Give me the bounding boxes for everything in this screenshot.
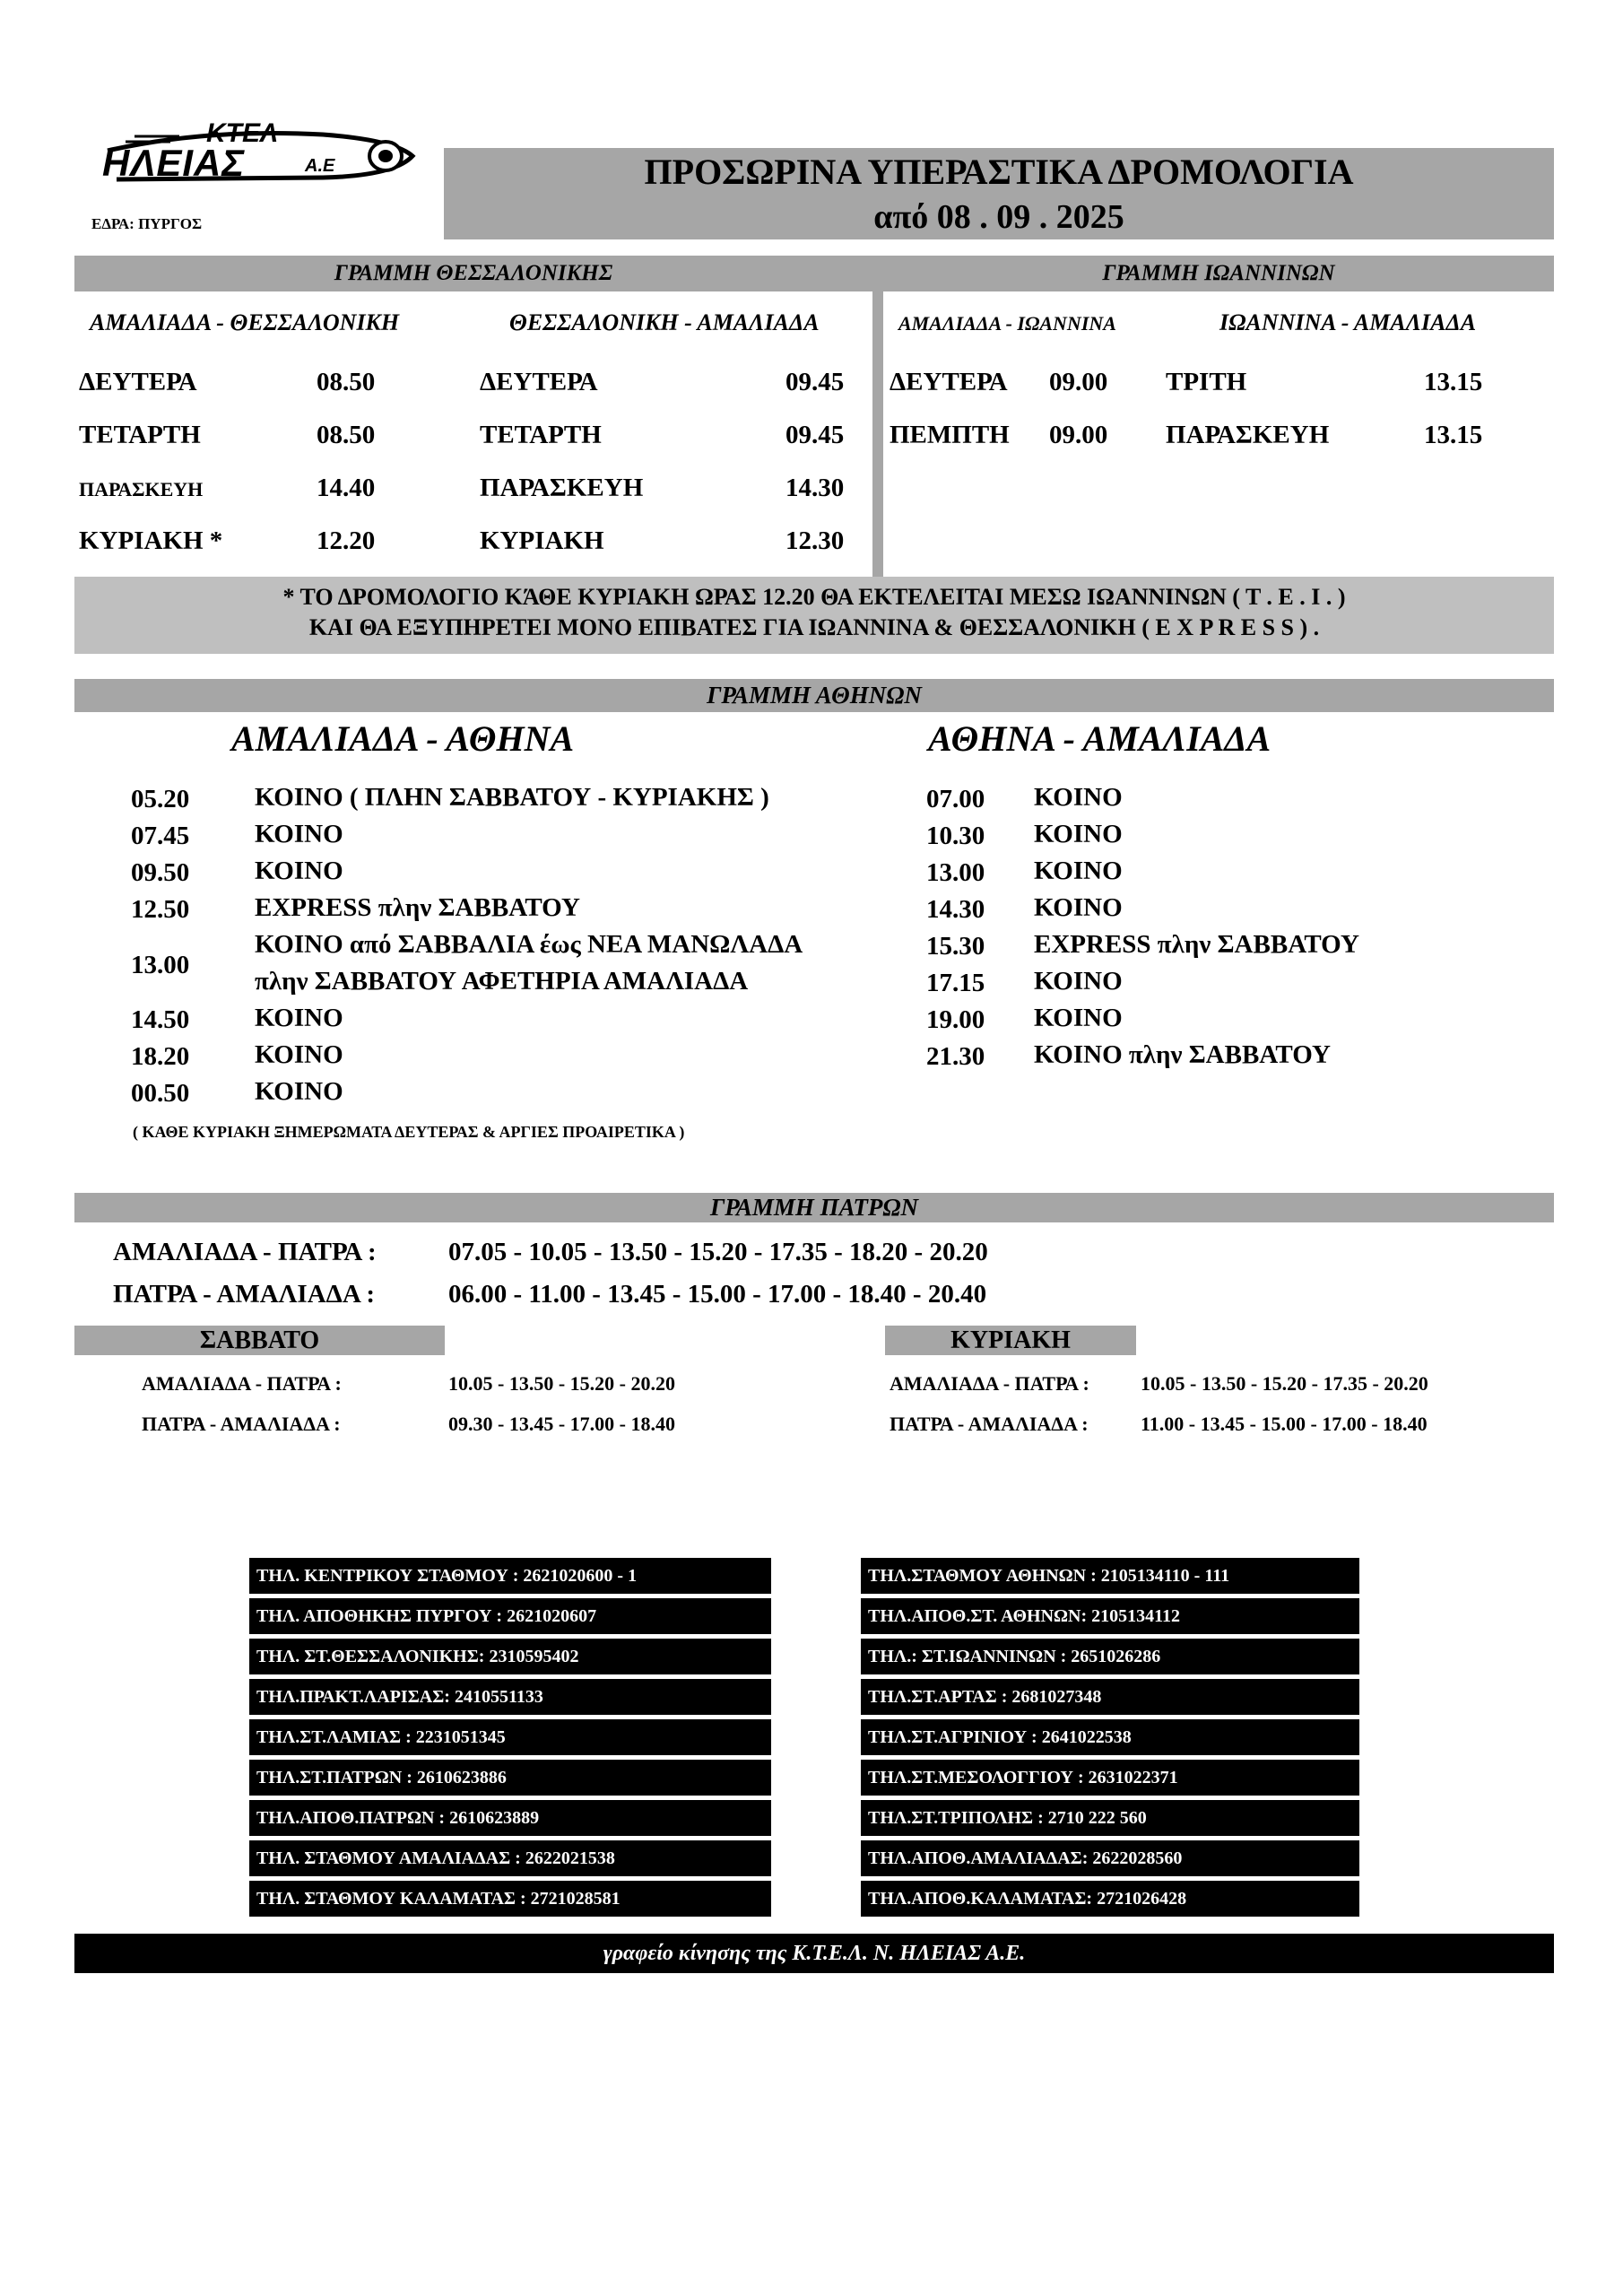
athens-ret-4-time: 14.30 bbox=[926, 895, 985, 924]
thes-row-2-time-return: 09.45 bbox=[785, 421, 845, 449]
saturday-label: ΣΑΒΒΑΤΟ bbox=[74, 1326, 445, 1355]
athens-ret-4-desc: ΚΟΙΝΟ bbox=[1034, 893, 1123, 922]
ioannina-direction-out: ΑΜΑΛΙΑΔΑ - ΙΩΑΝΝΙΝΑ bbox=[898, 312, 1116, 335]
thessaloniki-direction-return: ΘΕΣΣΑΛΟΝΙΚΗ - ΑΜΑΛΙΑΔΑ bbox=[509, 309, 820, 335]
athens-out-8-time: 00.50 bbox=[131, 1079, 190, 1108]
phone-patras-depot: ΤΗΛ.ΑΠΟΘ.ΠΑΤΡΩΝ : 2610623889 bbox=[249, 1800, 771, 1836]
athens-out-7-desc: ΚΟΙΝΟ bbox=[255, 1040, 343, 1069]
phone-athens-depot: ΤΗΛ.ΑΠΟΘ.ΣΤ. ΑΘΗΝΩΝ: 2105134112 bbox=[861, 1598, 1359, 1634]
athens-header: ΓΡΑΜΜΗ ΑΘΗΝΩΝ bbox=[74, 679, 1554, 712]
column-divider bbox=[872, 256, 883, 577]
athens-out-5-desc-2: πλην ΣΑΒΒΑΤΟΥ ΑΦΕΤΗΡΙΑ ΑΜΑΛΙΑΔΑ bbox=[255, 967, 749, 996]
thessaloniki-header: ΓΡΑΜΜΗ ΘΕΣΣΑΛΟΝΙΚΗΣ bbox=[74, 256, 872, 291]
athens-ret-7-desc: ΚΟΙΝΟ bbox=[1034, 1004, 1123, 1032]
logo-text-main: ΗΛΕΙΑΣ bbox=[102, 142, 246, 184]
phone-arta-station: ΤΗΛ.ΣΤ.ΑΡΤΑΣ : 2681027348 bbox=[861, 1679, 1359, 1715]
sunday-row-1-label: ΑΜΑΛΙΑΔΑ - ΠΑΤΡΑ : bbox=[890, 1372, 1089, 1395]
thes-row-2-time-out: 08.50 bbox=[317, 421, 376, 449]
ioan-row-1-time-return: 13.15 bbox=[1424, 368, 1483, 396]
page-subtitle-date: από 08 . 09 . 2025 bbox=[873, 198, 1124, 236]
ioannina-header: ΓΡΑΜΜΗ ΙΩΑΝΝΙΝΩΝ bbox=[883, 256, 1554, 291]
phone-central-station: ΤΗΛ. ΚΕΝΤΡΙΚΟΥ ΣΤΑΘΜΟΥ : 2621020600 - 1 bbox=[249, 1558, 771, 1594]
athens-ret-5-time: 15.30 bbox=[926, 932, 985, 961]
athens-out-5-time: 13.00 bbox=[131, 951, 190, 979]
phone-tripoli-station: ΤΗΛ.ΣΤ.ΤΡΙΠΟΛΗΣ : 2710 222 560 bbox=[861, 1800, 1359, 1836]
athens-ret-3-desc: ΚΟΙΝΟ bbox=[1034, 857, 1123, 885]
athens-ret-5-desc: EXPRESS πλην ΣΑΒΒΑΤΟΥ bbox=[1034, 930, 1359, 959]
ioan-row-2-time-out: 09.00 bbox=[1049, 421, 1108, 449]
ioan-row-1-day-return: ΤΡΙΤΗ bbox=[1166, 368, 1247, 396]
thes-row-3-day-return: ΠΑΡΑΣΚΕΥΗ bbox=[480, 474, 644, 502]
phone-patras-station: ΤΗΛ.ΣΤ.ΠΑΤΡΩΝ : 2610623886 bbox=[249, 1760, 771, 1796]
athens-out-note: ( ΚΑΘΕ ΚΥΡΙΑΚΗ ΞΗΜΕΡΩΜΑΤΑ ΔΕΥΤΕΡΑΣ & ΑΡΓΙΕΣ ΠΡΟΑΙΡΕΤΙΚΑ ) bbox=[133, 1123, 685, 1141]
ioan-row-2-time-return: 13.15 bbox=[1424, 421, 1483, 449]
thes-row-1-day-return: ΔΕΥΤΕΡΑ bbox=[480, 368, 598, 396]
phone-larisa-agency: ΤΗΛ.ΠΡΑΚΤ.ΛΑΡΙΣΑΣ: 2410551133 bbox=[249, 1679, 771, 1715]
phone-kalamata-station: ΤΗΛ. ΣΤΑΘΜΟΥ ΚΑΛΑΜΑΤΑΣ : 2721028581 bbox=[249, 1881, 771, 1917]
saturday-row-2-times: 09.30 - 13.45 - 17.00 - 18.40 bbox=[448, 1413, 675, 1435]
athens-ret-3-time: 13.00 bbox=[926, 858, 985, 887]
patras-row-2-label: ΠΑΤΡΑ - ΑΜΑΛΙΑΔΑ : bbox=[113, 1280, 376, 1309]
patras-row-1-label: ΑΜΑΛΙΑΔΑ - ΠΑΤΡΑ : bbox=[113, 1238, 377, 1266]
logo-text-top: ΚΤΕΛ bbox=[206, 118, 279, 148]
phones-right-list bbox=[861, 1558, 1359, 1917]
patras-header: ΓΡΑΜΜΗ ΠΑΤΡΩΝ bbox=[74, 1193, 1554, 1222]
athens-ret-2-time: 10.30 bbox=[926, 822, 985, 850]
page-title: ΠΡΟΣΩΡΙΝΑ ΥΠΕΡΑΣΤΙΚΑ ΔΡΟΜΟΛΟΓΙΑ bbox=[644, 152, 1354, 192]
ioan-row-2-day-out: ΠΕΜΠΤΗ bbox=[890, 421, 1010, 449]
sunday-note-line-1: * ΤΟ ΔΡΟΜΟΛΟΓΙΟ ΚΆΘΕ ΚΥΡΙΑΚΗ ΩΡΑΣ 12.20 ΘΑ ΕΚΤΕΛΕΙΤΑΙ ΜΕΣΩ ΙΩΑΝΝΙΝΩΝ ( Τ . Ε . Ι . ) bbox=[282, 584, 1346, 610]
patras-row-2-times: 06.00 - 11.00 - 13.45 - 15.00 - 17.00 - 18.40 - 20.40 bbox=[448, 1280, 987, 1309]
thes-row-1-time-return: 09.45 bbox=[785, 368, 845, 396]
athens-out-6-desc: ΚΟΙΝΟ bbox=[255, 1004, 343, 1032]
saturday-row-1-times: 10.05 - 13.50 - 15.20 - 20.20 bbox=[448, 1372, 675, 1395]
company-logo bbox=[99, 118, 421, 187]
athens-ret-7-time: 19.00 bbox=[926, 1005, 985, 1034]
athens-out-5-desc: ΚΟΙΝΟ από ΣΑΒΒΑΛΙΑ έως ΝΕΑ ΜΑΝΩΛΑΔΑ bbox=[255, 930, 803, 959]
athens-out-4-desc: EXPRESS πλην ΣΑΒΒΑΤΟΥ bbox=[255, 893, 580, 922]
thes-row-1-day-out: ΔΕΥΤΕΡΑ bbox=[79, 368, 197, 396]
sunday-row-1-times: 10.05 - 13.50 - 15.20 - 17.35 - 20.20 bbox=[1141, 1372, 1428, 1395]
phone-amaliada-station: ΤΗΛ. ΣΤΑΘΜΟΥ ΑΜΑΛΙΑΔΑΣ : 2622021538 bbox=[249, 1840, 771, 1876]
thes-row-2-day-out: ΤΕΤΑΡΤΗ bbox=[79, 421, 201, 449]
phone-lamia-station: ΤΗΛ.ΣΤ.ΛΑΜΙΑΣ : 2231051345 bbox=[249, 1719, 771, 1755]
saturday-row-2-label: ΠΑΤΡΑ - ΑΜΑΛΙΑΔΑ : bbox=[142, 1413, 341, 1435]
thessaloniki-direction-out: ΑΜΑΛΙΑΔΑ - ΘΕΣΣΑΛΟΝΙΚΗ bbox=[90, 309, 400, 335]
athens-out-1-time: 05.20 bbox=[131, 785, 190, 813]
patras-row-1-times: 07.05 - 10.05 - 13.50 - 15.20 - 17.35 - 18.20 - 20.20 bbox=[448, 1238, 988, 1266]
athens-ret-2-desc: ΚΟΙΝΟ bbox=[1034, 820, 1123, 848]
athens-ret-8-time: 21.30 bbox=[926, 1042, 985, 1071]
ioan-row-1-time-out: 09.00 bbox=[1049, 368, 1108, 396]
athens-direction-out: ΑΜΑΛΙΑΔΑ - ΑΘΗΝΑ bbox=[231, 718, 575, 759]
phone-ioannina-station: ΤΗΛ.: ΣΤ.ΙΩΑΝΝΙΝΩΝ : 2651026286 bbox=[861, 1639, 1359, 1674]
athens-ret-8-desc: ΚΟΙΝΟ πλην ΣΑΒΒΑΤΟΥ bbox=[1034, 1040, 1331, 1069]
phone-agrinio-station: ΤΗΛ.ΣΤ.ΑΓΡΙΝΙΟΥ : 2641022538 bbox=[861, 1719, 1359, 1755]
sunday-row-2-label: ΠΑΤΡΑ - ΑΜΑΛΙΑΔΑ : bbox=[890, 1413, 1089, 1435]
thes-row-1-time-out: 08.50 bbox=[317, 368, 376, 396]
athens-out-3-desc: ΚΟΙΝΟ bbox=[255, 857, 343, 885]
sunday-label: ΚΥΡΙΑΚΗ bbox=[885, 1326, 1136, 1355]
athens-out-3-time: 09.50 bbox=[131, 858, 190, 887]
phone-athens-station: ΤΗΛ.ΣΤΑΘΜΟΥ ΑΘΗΝΩΝ : 2105134110 - 111 bbox=[861, 1558, 1359, 1594]
athens-ret-6-desc: ΚΟΙΝΟ bbox=[1034, 967, 1123, 996]
ioan-row-1-day-out: ΔΕΥΤΕΡΑ bbox=[890, 368, 1008, 396]
athens-out-4-time: 12.50 bbox=[131, 895, 190, 924]
phone-kalamata-depot: ΤΗΛ.ΑΠΟΘ.ΚΑΛΑΜΑΤΑΣ: 2721026428 bbox=[861, 1881, 1359, 1917]
athens-out-6-time: 14.50 bbox=[131, 1005, 190, 1034]
ioannina-direction-return: ΙΩΑΝΝΙΝΑ - ΑΜΑΛΙΑΔΑ bbox=[1219, 309, 1477, 335]
phones-left-list bbox=[249, 1558, 771, 1917]
athens-out-2-desc: ΚΟΙΝΟ bbox=[255, 820, 343, 848]
thes-row-4-day-return: ΚΥΡΙΑΚΗ bbox=[480, 526, 604, 555]
phone-mesolongi-station: ΤΗΛ.ΣΤ.ΜΕΣΟΛΟΓΓΙΟΥ : 2631022371 bbox=[861, 1760, 1359, 1796]
footer-bar bbox=[74, 1934, 1554, 1973]
thes-row-3-time-out: 14.40 bbox=[317, 474, 376, 502]
athens-out-7-time: 18.20 bbox=[131, 1042, 190, 1071]
footer-text: γραφείο κίνησης της Κ.Τ.Ε.Λ. Ν. ΗΛΕΙΑΣ Α.Ε. bbox=[603, 1941, 1026, 1965]
athens-ret-1-desc: ΚΟΙΝΟ bbox=[1034, 783, 1123, 812]
logo-text-suffix: Α.Ε bbox=[305, 156, 335, 176]
phone-thessaloniki-station: ΤΗΛ. ΣΤ.ΘΕΣΣΑΛΟΝΙΚΗΣ: 2310595402 bbox=[249, 1639, 771, 1674]
thes-row-4-time-out: 12.20 bbox=[317, 526, 376, 555]
thes-row-2-day-return: ΤΕΤΑΡΤΗ bbox=[480, 421, 602, 449]
saturday-row-1-label: ΑΜΑΛΙΑΔΑ - ΠΑΤΡΑ : bbox=[142, 1372, 342, 1395]
company-seat: ΕΔΡΑ: ΠΥΡΓΟΣ bbox=[91, 215, 203, 232]
thes-row-3-time-return: 14.30 bbox=[785, 474, 845, 502]
athens-out-8-desc: ΚΟΙΝΟ bbox=[255, 1077, 343, 1106]
athens-ret-1-time: 07.00 bbox=[926, 785, 985, 813]
sunday-note-box bbox=[74, 577, 1554, 654]
sunday-note-line-2: ΚΑΙ ΘΑ ΕΞΥΠΗΡΕΤΕΙ ΜΟΝΟ ΕΠΙΒΑΤΕΣ ΓΙΑ ΙΩΑΝΝΙΝΑ & ΘΕΣΣΑΛΟΝΙΚΗ ( E X P R E S S ) . bbox=[308, 614, 1320, 640]
athens-out-1-desc: ΚΟΙΝΟ ( ΠΛΗΝ ΣΑΒΒΑΤΟΥ - ΚΥΡΙΑΚΗΣ ) bbox=[255, 783, 769, 812]
thes-row-4-time-return: 12.30 bbox=[785, 526, 845, 555]
ioan-row-2-day-return: ΠΑΡΑΣΚΕΥΗ bbox=[1166, 421, 1330, 449]
athens-ret-6-time: 17.15 bbox=[926, 969, 985, 997]
thes-row-3-day-out: ΠΑΡΑΣΚΕΥΗ bbox=[79, 478, 204, 500]
athens-direction-return: ΑΘΗΝΑ - ΑΜΑΛΙΑΔΑ bbox=[928, 718, 1271, 759]
athens-out-2-time: 07.45 bbox=[131, 822, 190, 850]
phone-pyrgos-depot: ΤΗΛ. ΑΠΟΘΗΚΗΣ ΠΥΡΓΟΥ : 2621020607 bbox=[249, 1598, 771, 1634]
thes-row-4-day-out: ΚΥΡΙΑΚΗ * bbox=[79, 526, 223, 555]
sunday-row-2-times: 11.00 - 13.45 - 15.00 - 17.00 - 18.40 bbox=[1141, 1413, 1428, 1435]
phone-amaliada-depot: ΤΗΛ.ΑΠΟΘ.ΑΜΑΛΙΑΔΑΣ: 2622028560 bbox=[861, 1840, 1359, 1876]
